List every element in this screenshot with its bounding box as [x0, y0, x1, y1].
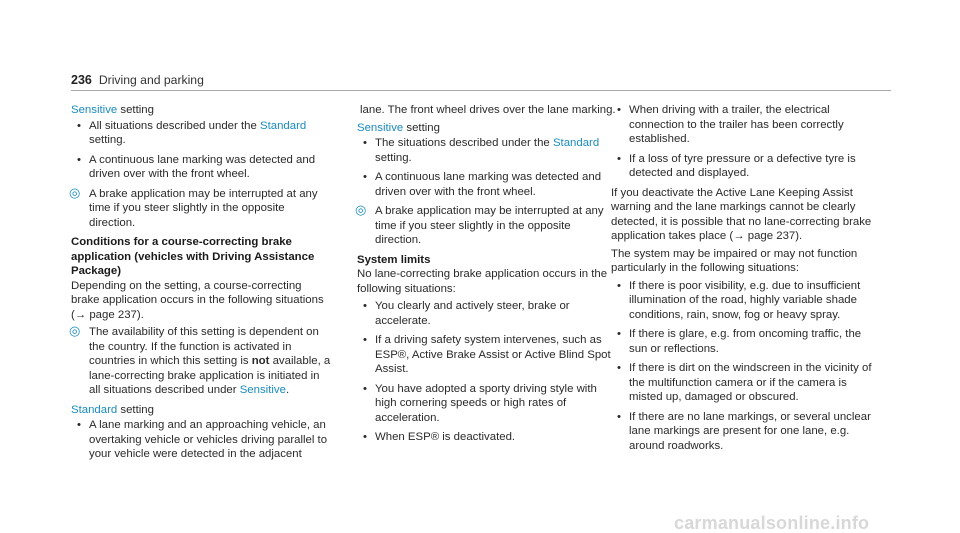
list-item — [357, 299, 619, 328]
bullet-text: A continuous lane marking was detected and driven over with the front wheel. — [375, 171, 602, 198]
bullet-text: A continuous lane marking was detected and driven over with the front wheel. — [89, 153, 316, 180]
standard-setting-label — [71, 403, 333, 418]
bullet-text: You have adopted a sporty driving style with high cornering speeds or high rates of acceleration. — [375, 382, 597, 424]
note-text: The availability of this setting is dependent on the country. If the function is activated in countries in which this setting is — [89, 326, 319, 367]
note — [71, 325, 333, 398]
standard-link[interactable]: Standard — [259, 119, 307, 132]
setting-word: setting — [406, 121, 440, 134]
sensitive-setting-label — [357, 121, 619, 136]
continuation-text: lane. The front wheel drives over the lane marking. — [360, 104, 616, 116]
bullet-dot: • — [617, 279, 621, 292]
setting-word: setting — [120, 104, 154, 116]
bullet-text: If a driving safety system intervenes, such as ESP®, Active Brake Assist or Active Blind Spot Assist. — [375, 334, 611, 375]
bullet-text: If there is poor visibility, e.g. due to insufficient illumination of the road, highly variable shade conditions, rain, snow, fog or heavy spray. — [629, 279, 861, 321]
list-item — [611, 410, 873, 454]
bullet-dot: • — [617, 104, 621, 116]
bullet-dot: • — [363, 382, 367, 395]
bullet-text: If there is glare, e.g. from oncoming traffic, the sun or reflections. — [629, 328, 862, 355]
info-note-icon: ◎ — [69, 184, 81, 200]
note — [69, 184, 333, 231]
bullet-text-end: setting. — [375, 151, 412, 164]
list-item — [357, 430, 619, 445]
list-item — [357, 333, 619, 377]
sensitive-link[interactable]: Sensitive — [71, 104, 118, 116]
column-2 — [357, 103, 619, 450]
section-heading: System limits — [357, 253, 431, 266]
note-bold-word: not — [251, 355, 270, 367]
paragraph: Depending on the setting, a course-correcting brake application occurs in the following situations (→ page 237). — [71, 279, 324, 321]
header-rule — [71, 90, 891, 91]
bullet-text: A lane marking and an approaching vehicle, an overtaking vehicle or vehicles driving parallel to your vehicle were detected in the adjacent — [89, 419, 328, 460]
column-3 — [611, 103, 873, 458]
list-item — [71, 153, 333, 182]
note-text-end: . — [285, 384, 290, 396]
bullet-text: The situations described under the — [375, 137, 553, 149]
bullet-text: All situations described under the — [89, 119, 260, 132]
list-item — [357, 382, 619, 426]
bullet-dot: • — [77, 153, 81, 166]
bullet-dot: • — [363, 171, 367, 183]
page-number: 236 — [71, 73, 92, 87]
list-item — [611, 279, 873, 323]
list-item — [611, 327, 873, 356]
list-item — [611, 103, 873, 147]
paragraph: The system may be impaired or may not function particularly in the following situations: — [611, 247, 858, 274]
bullet-dot: • — [617, 152, 621, 165]
note — [357, 204, 619, 248]
bullet-dot: • — [617, 410, 621, 423]
watermark: carmanualsonline.info — [674, 513, 870, 533]
note-text-middle: available, a lane-correcting brake application is initiated in all situations described under — [89, 355, 331, 396]
standard-link[interactable]: Standard — [71, 403, 118, 416]
list-item — [357, 170, 619, 199]
page-header — [71, 73, 891, 89]
bullet-dot: • — [77, 419, 81, 431]
paragraph: If you deactivate the Active Lane Keeping Assist warning and the lane markings cannot be clearly detected, it is possible that no lane-correcting brake application takes place (→ page 237). — [611, 186, 872, 242]
list-item — [611, 152, 873, 181]
bullet-text: If a loss of tyre pressure or a defective tyre is detected and displayed. — [629, 152, 856, 179]
sensitive-setting-label — [71, 103, 333, 118]
list-item — [357, 136, 619, 165]
bullet-text: When ESP® is deactivated. — [375, 431, 516, 443]
bullet-dot: • — [363, 431, 367, 443]
bullet-text-end: setting. — [89, 134, 126, 146]
section-title: Driving and parking — [98, 73, 204, 87]
section-heading: Conditions for a course-correcting brake application (vehicles with Driving Assistance Package) — [71, 236, 315, 277]
list-item — [71, 119, 333, 148]
note-text: A brake application may be interrupted at any time if you steer slightly in the opposite direction. — [375, 205, 604, 246]
bullet-dot: • — [617, 328, 621, 340]
list-item — [71, 418, 333, 462]
list-item — [611, 361, 873, 405]
bullet-dot: • — [363, 137, 367, 149]
info-note-icon: ◎ — [355, 202, 367, 217]
bullet-text: If there are no lane markings, or several unclear lane markings are present for one lane, e.g. around roadworks. — [629, 410, 871, 452]
paragraph: No lane-correcting brake application occurs in the following situations: — [357, 268, 608, 295]
bullet-text: When driving with a trailer, the electrical connection to the trailer has been correctly established. — [629, 104, 844, 145]
bullet-text: If there is dirt on the windscreen in the vicinity of the multifunction camera or if the camera is misted up, damaged or obscured. — [629, 362, 872, 403]
bullet-dot: • — [363, 334, 367, 346]
bullet-dot: • — [617, 362, 621, 374]
bullet-dot: • — [363, 300, 367, 312]
standard-link[interactable]: Standard — [552, 137, 600, 149]
setting-word: setting — [120, 403, 154, 416]
column-1 — [71, 103, 333, 467]
bullet-text: You clearly and actively steer, brake or accelerate. — [375, 300, 570, 327]
note-text: A brake application may be interrupted at any time if you steer slightly in the opposite direction. — [89, 187, 318, 229]
bullet-dot: • — [77, 119, 81, 132]
sensitive-link[interactable]: Sensitive — [239, 384, 286, 396]
sensitive-link[interactable]: Sensitive — [357, 121, 404, 134]
info-note-icon: ◎ — [69, 323, 81, 338]
